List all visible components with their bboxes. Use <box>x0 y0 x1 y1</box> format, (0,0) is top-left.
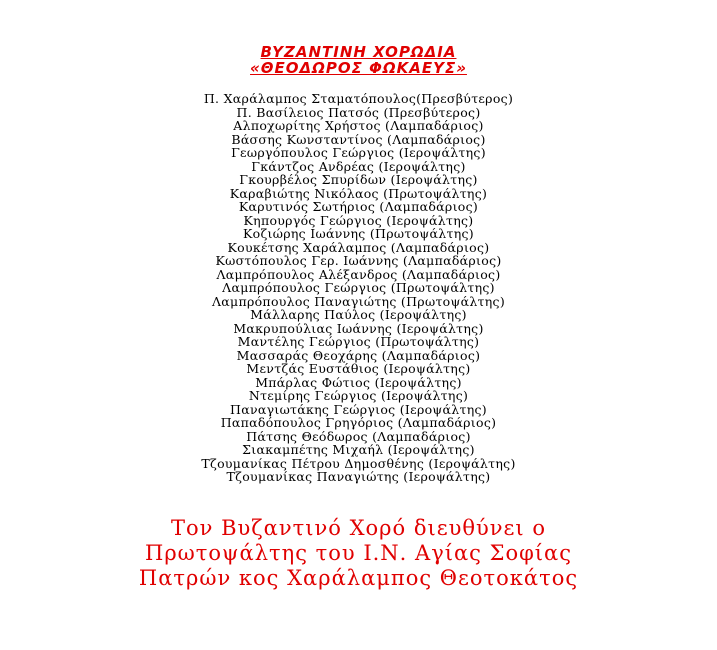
member-item: Αλποχωρίτης Χρήστος (Λαμπαδάριος) <box>233 118 484 133</box>
member-item: Τζουμανίκας Πέτρου Δημοσθένης (Ιεροψάλτης) <box>201 455 516 471</box>
director-line-1: Τον Βυζαντινό Χορό διευθύνει ο <box>171 516 546 540</box>
member-item: Γκουρβέλος Σπυρίδων (Ιεροψάλτης) <box>239 172 478 187</box>
member-item: Παπαδόπουλος Γρηγόριος (Λαμπαδάριος) <box>220 415 497 430</box>
member-item: Τζουμανίκας Παναγιώτης (Ιεροψάλτης) <box>226 469 491 484</box>
choir-title: BYZANTINH XOPΩΔIA <box>260 43 457 61</box>
member-item: Καραβιώτης Νικόλαος (Πρωτοψάλτης) <box>229 185 488 201</box>
choir-subtitle: «ΘΕΟΔΩΡΟΣ ΦΩΚΑΕΥΣ» <box>250 59 467 77</box>
member-item: Γεωργόπουλος Γεώργιος (Ιεροψάλτης) <box>231 145 486 160</box>
member-item: Παναγιωτάκης Γεώργιος (Ιεροψάλτης) <box>230 401 487 417</box>
member-item: Μεντζάς Ευστάθιος (Ιεροψάλτης) <box>246 361 471 376</box>
member-item: Μασσαράς Θεοχάρης (Λαμπαδάριος) <box>236 347 481 363</box>
member-item: Λαμπρόπουλος Παναγιώτης (Πρωτοψάλτης) <box>211 293 506 309</box>
member-item: Σιακαμπέτης Μιχαήλ (Ιεροψάλτης) <box>242 442 475 457</box>
member-item: Κοζιώρης Ιωάννης (Πρωτοψάλτης) <box>243 226 474 241</box>
member-item: Βάσσης Κωνσταντίνος (Λαμπαδάριος) <box>231 131 486 147</box>
member-item: Μπάρλας Φώτιος (Ιεροψάλτης) <box>255 374 462 390</box>
member-item: Γκάντζος Ανδρέας (Ιεροψάλτης) <box>251 158 466 174</box>
member-list <box>0 92 717 484</box>
member-item: Π. Βασίλειος Πατσός (Πρεσβύτερος) <box>236 104 481 120</box>
director-line-2: Πρωτοψάλτης του Ι.Ν. Αγίας Σοφίας <box>145 541 572 565</box>
member-item: Καρυτινός Σωτήριος (Λαμπαδάριος) <box>238 199 479 214</box>
member-item: Ντεμίρης Γεώργιος (Ιεροψάλτης) <box>248 388 469 403</box>
member-item: Μακρυπούλιας Ιωάννης (Ιεροψάλτης) <box>233 320 484 336</box>
director-line-3: Πατρών κος Χαράλαμπος Θεοτοκάτος <box>138 566 579 590</box>
member-item: Λαμπρόπουλος Γεώργιος (Πρωτοψάλτης) <box>222 280 495 295</box>
member-item: Μάλλαρης Παύλος (Ιεροψάλτης) <box>250 307 467 322</box>
member-item: Λαμπρόπουλος Αλέξανδρος (Λαμπαδάριος) <box>216 266 501 282</box>
member-item: Κουκέτσης Χαράλαμπος (Λαμπαδάριος) <box>227 239 490 255</box>
member-item: Κηπουργός Γεώργιος (Ιεροψάλτης) <box>243 212 474 228</box>
member-item: Μαντέλης Γεώργιος (Πρωτοψάλτης) <box>237 334 480 349</box>
member-item: Κωστόπουλος Γερ. Ιωάννης (Λαμπαδάριος) <box>215 253 502 268</box>
member-item: Π. Χαράλαμπος Σταματόπουλος(Πρεσβύτερος) <box>203 91 514 106</box>
member-item: Πάτσης Θεόδωρος (Λαμπαδάριος) <box>246 428 471 444</box>
